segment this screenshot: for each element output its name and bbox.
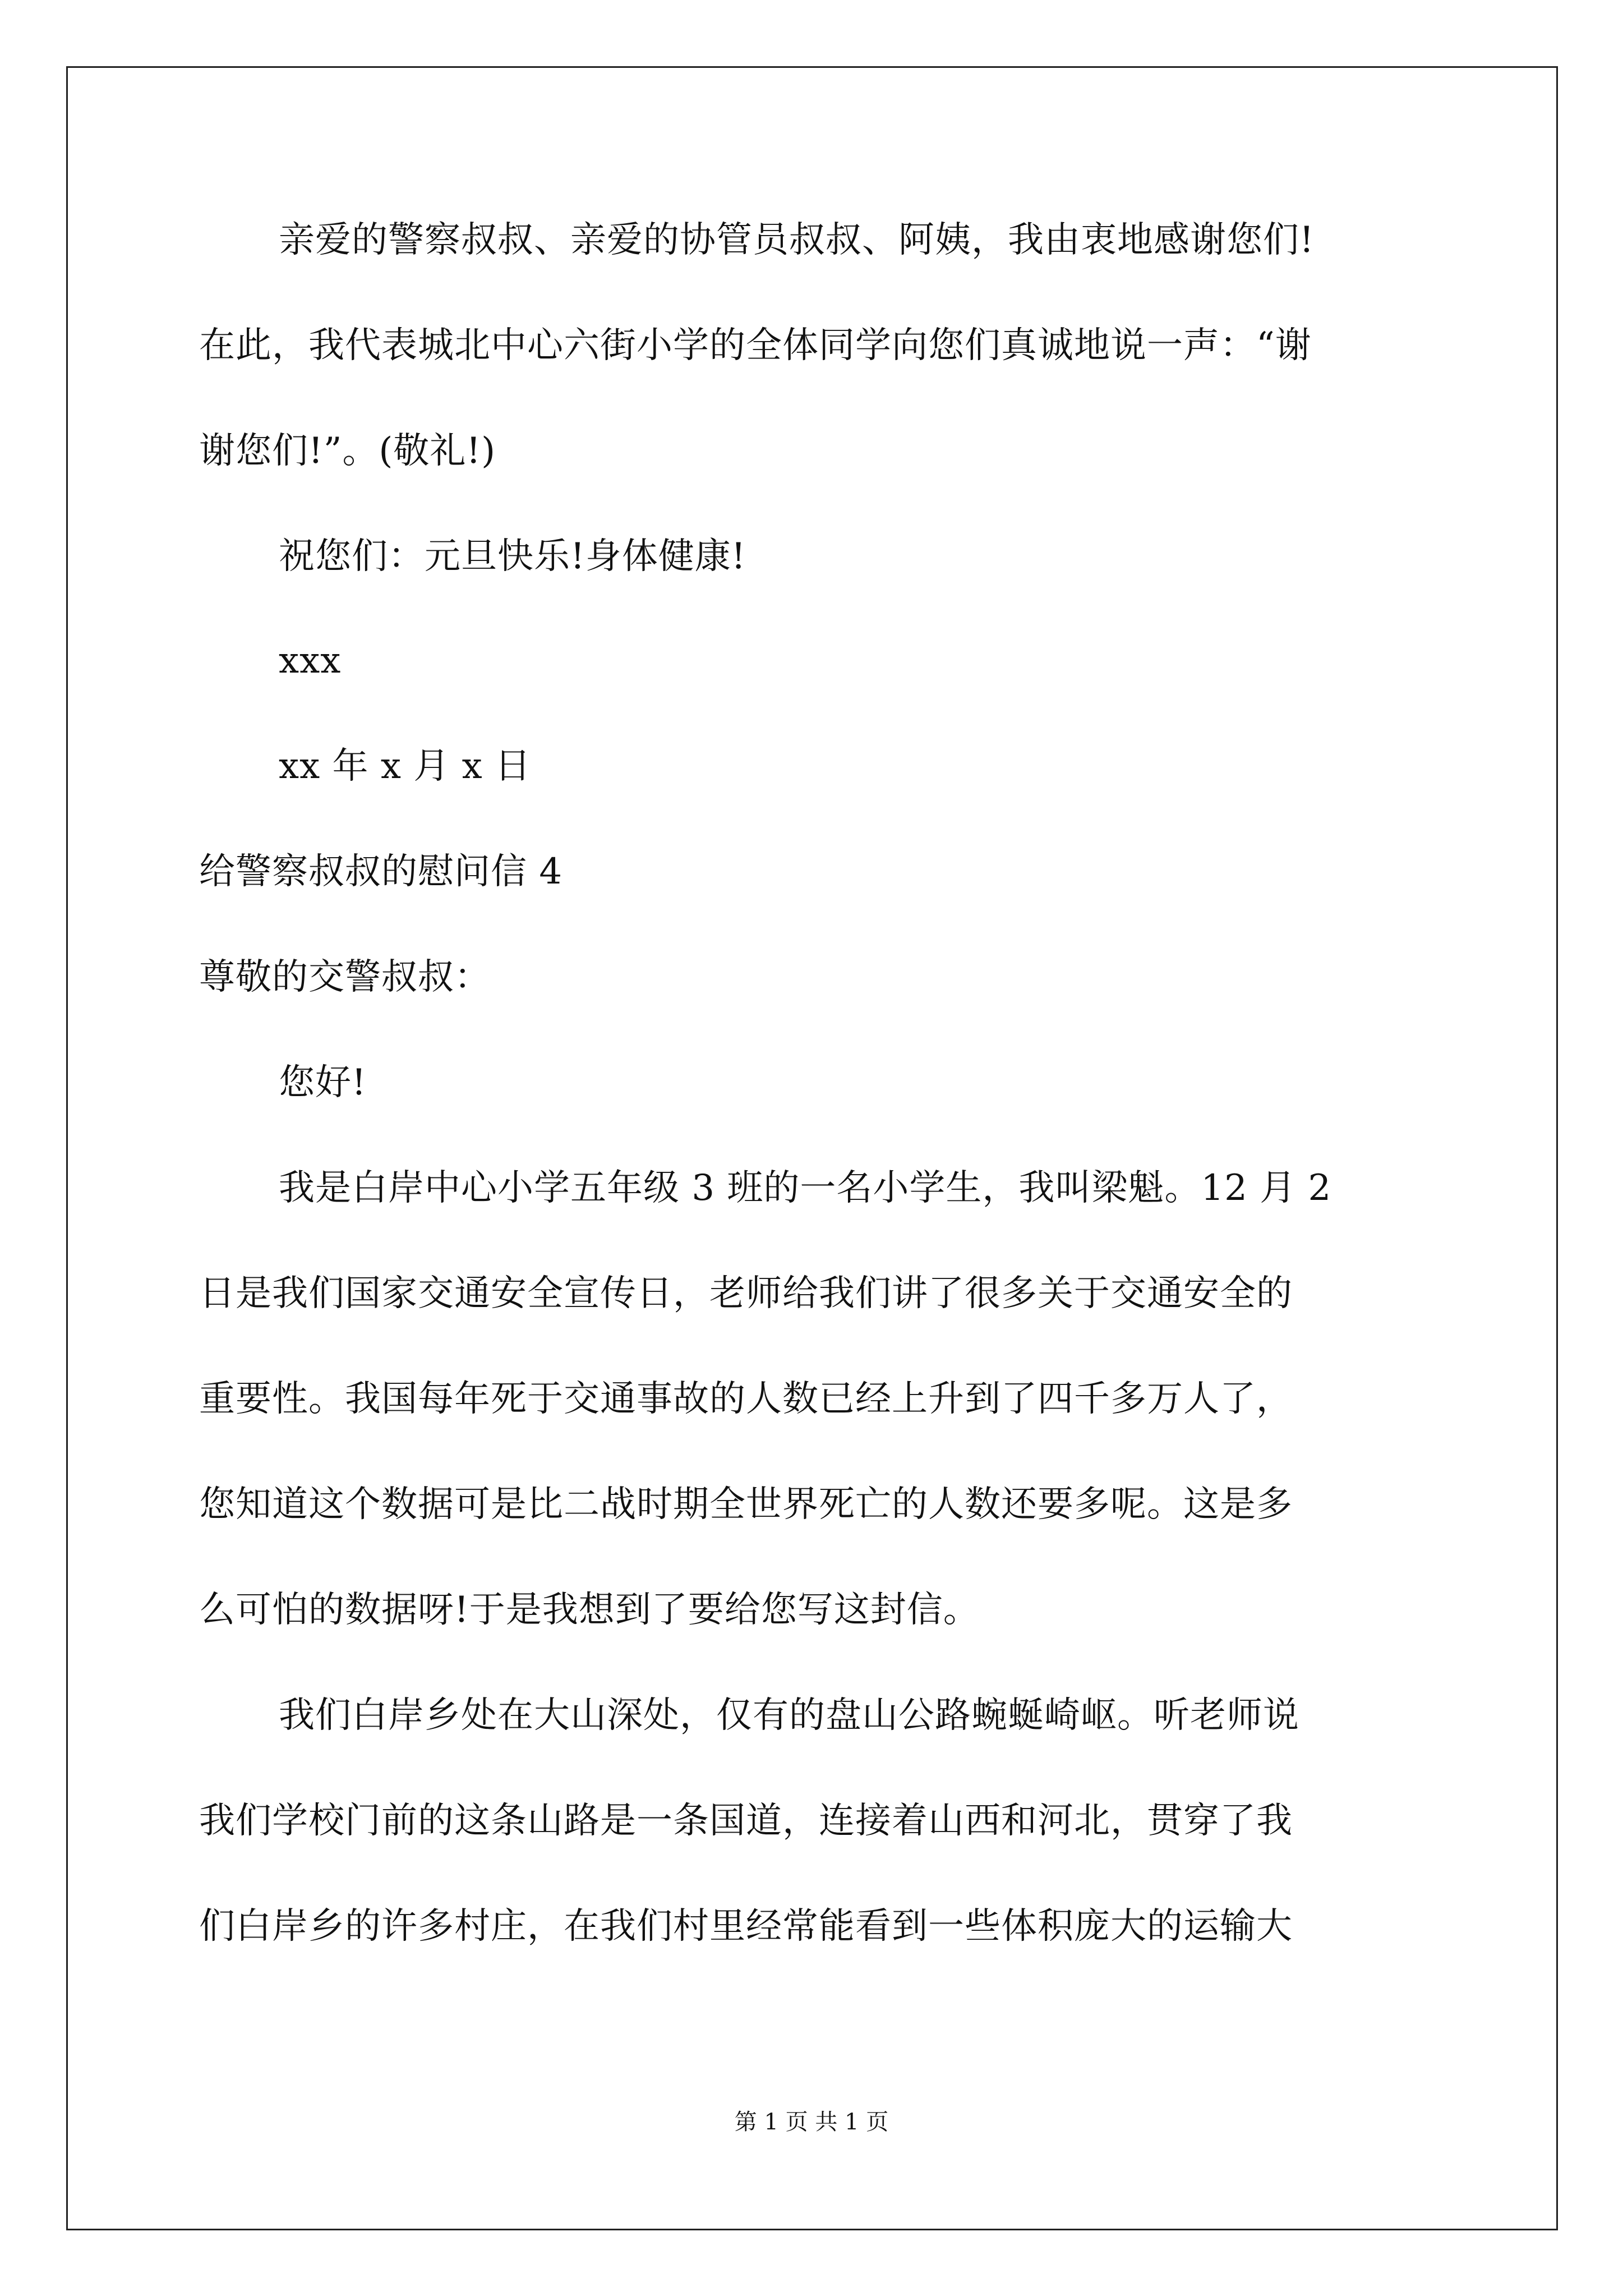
section-title: 给警察叔叔的慰问信 4 [199,851,563,892]
paragraph-line: 们白岸乡的许多村庄，在我们村里经常能看到一些体积庞大的运输大 [199,1906,1293,1947]
page-footer: 第 1 页 共 1 页 [734,2109,889,2135]
paragraph-line: 我们学校门前的这条山路是一条国道，连接着山西和河北，贯穿了我 [199,1800,1293,1842]
paragraph-line: 重要性。我国每年死于交通事故的人数已经上升到了四千多万人了， [199,1378,1293,1420]
paragraph-line: 么可怕的数据呀!于是我想到了要给您写这封信。 [199,1589,980,1631]
paragraph-line: 我们白岸乡处在大山深处，仅有的盘山公路蜿蜒崎岖。听老师说 [279,1695,1299,1736]
salutation: 尊敬的交警叔叔： [199,956,491,998]
paragraph-line: 谢您们!”。(敬礼!) [199,430,496,472]
greeting-line: 祝您们：元旦快乐!身体健康! [279,536,746,577]
paragraph-line: 日是我们国家交通安全宣传日，老师给我们讲了很多关于交通安全的 [199,1273,1293,1314]
signature-date: xx 年 x 月 x 日 [279,746,532,787]
greeting-line: 您好! [279,1062,367,1103]
paragraph-line: 在此，我代表城北中心六街小学的全体同学向您们真诚地说一声：“谢 [199,325,1312,366]
paragraph-line: 您知道这个数据可是比二战时期全世界死亡的人数还要多呢。这是多 [199,1484,1293,1525]
paragraph-line: 亲爱的警察叔叔、亲爱的协管员叔叔、阿姨，我由衷地感谢您们! [279,219,1315,261]
signature-name: xxx [279,640,342,682]
paragraph-line: 我是白岸中心小学五年级 3 班的一名小学生，我叫梁魁。12 月 2 [279,1167,1332,1209]
